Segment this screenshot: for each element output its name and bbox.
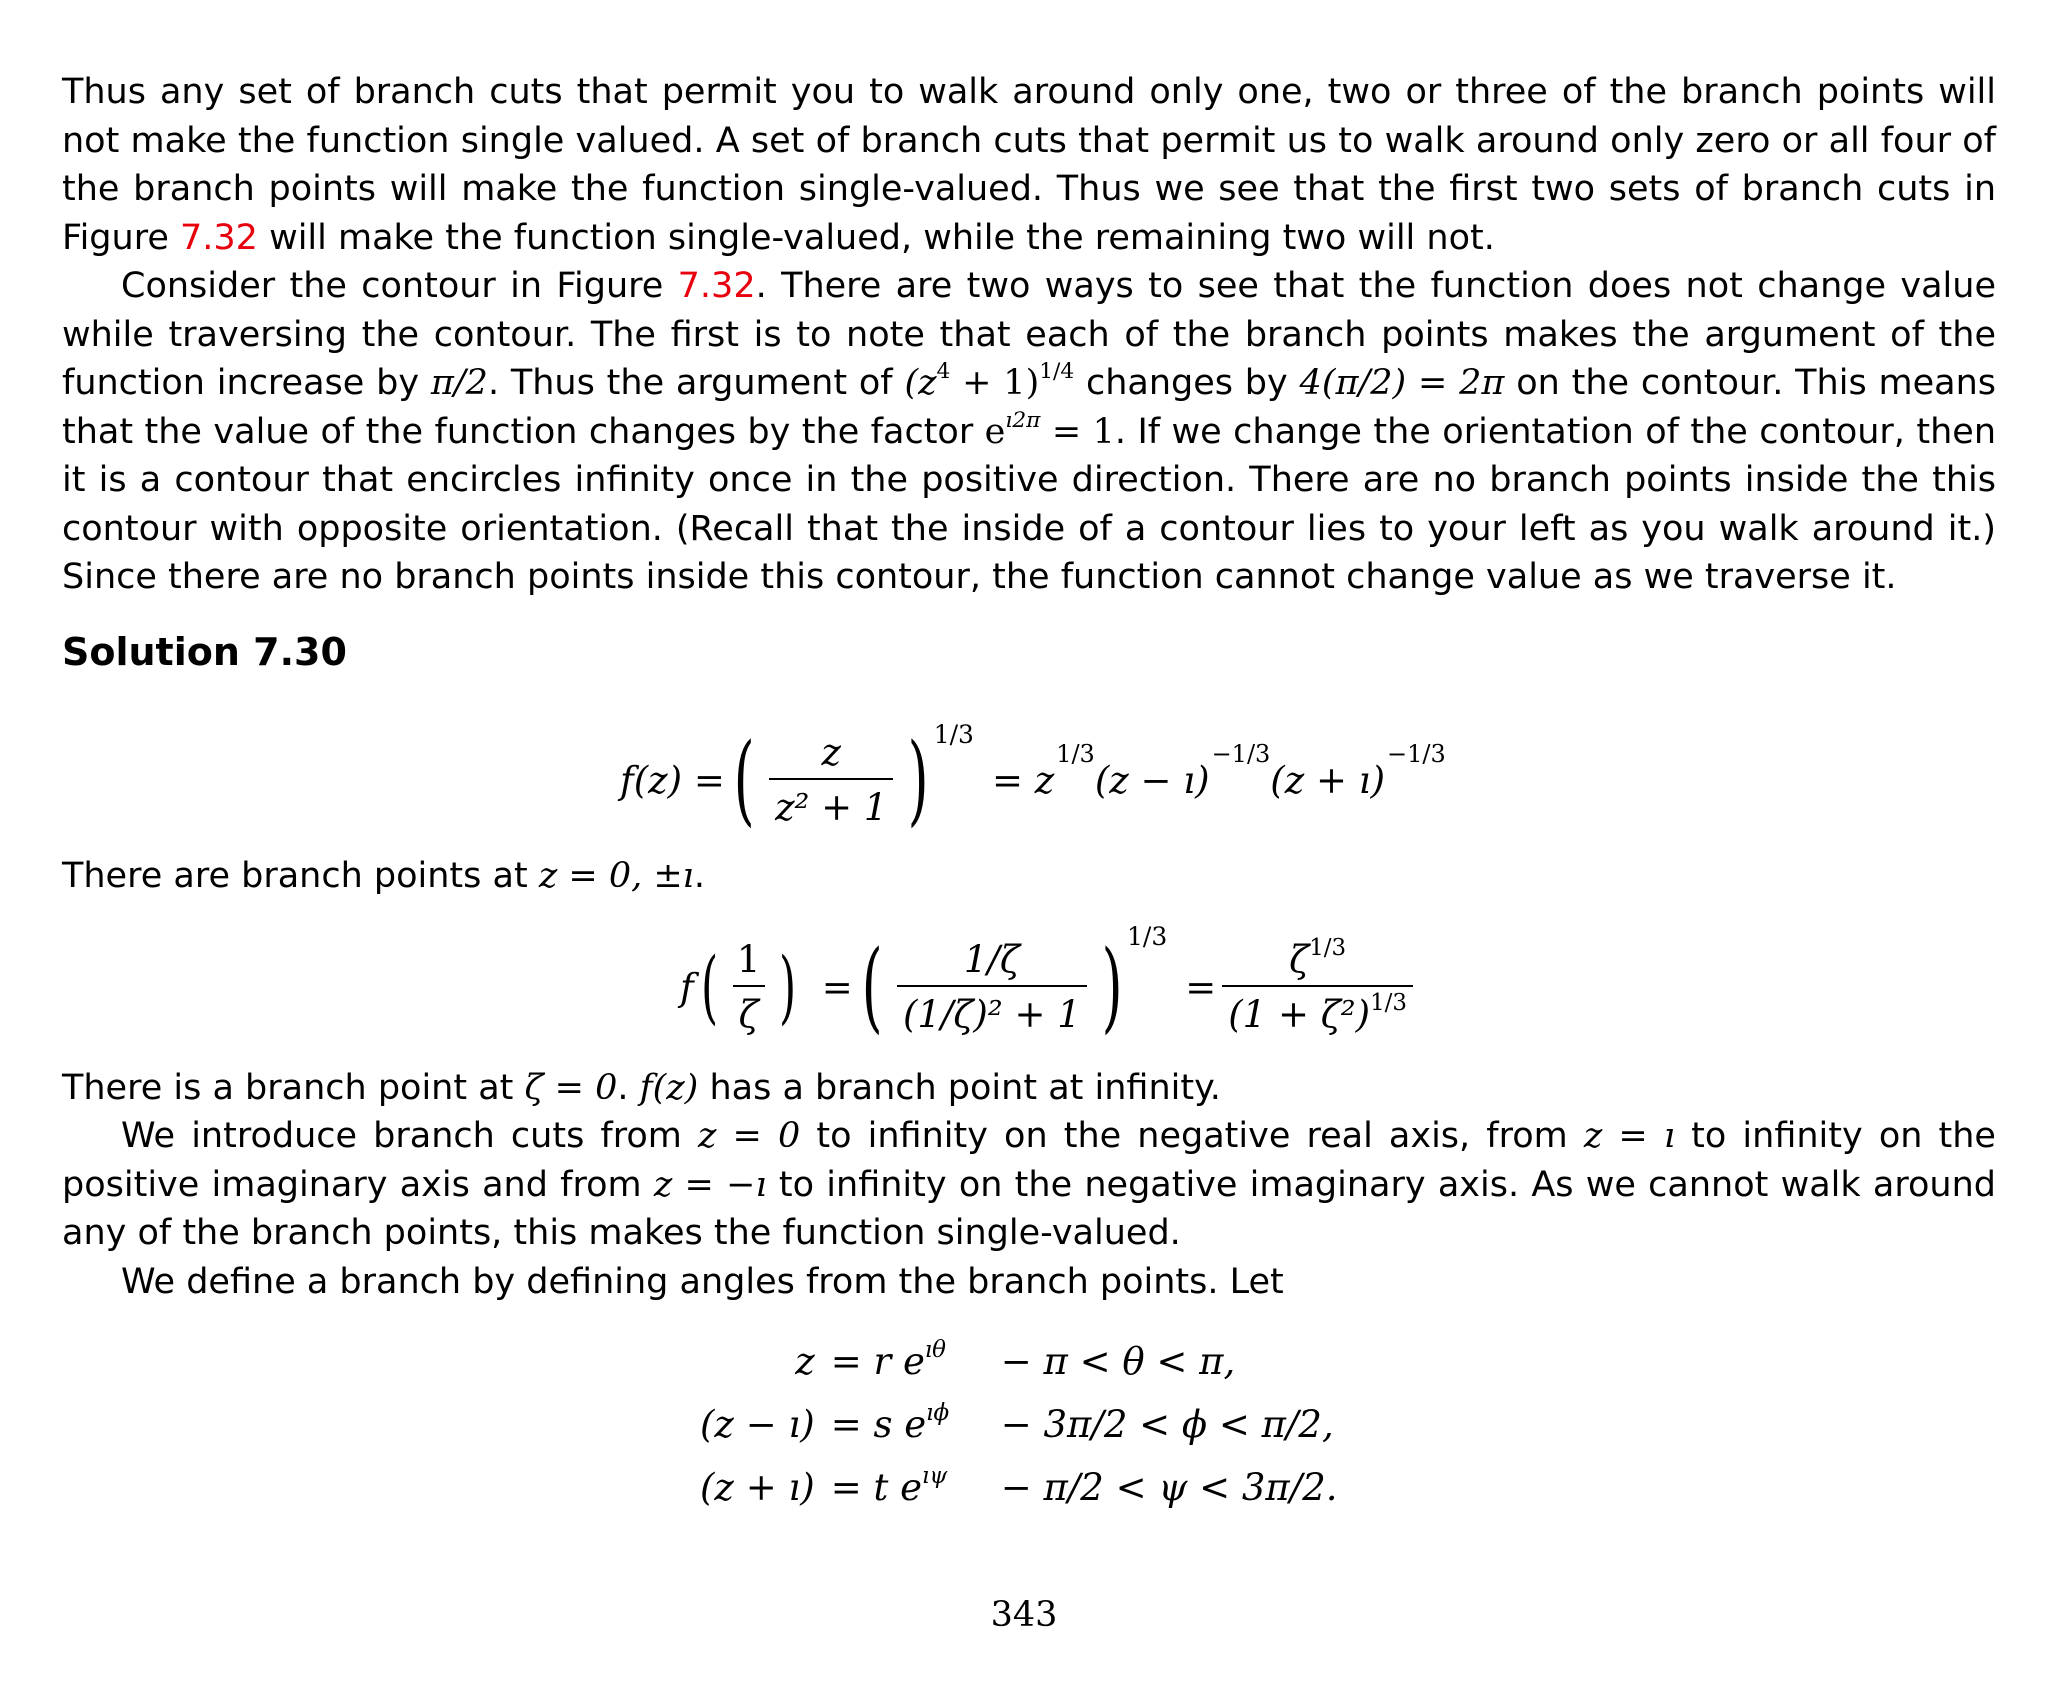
angle-row: [700, 1330, 1338, 1393]
numerator: 1/ζ: [963, 938, 1020, 981]
right-paren: ): [1101, 930, 1123, 1044]
text: We introduce branch cuts from: [121, 1116, 698, 1156]
text: changes by: [1074, 363, 1300, 403]
exponent: ıψ: [922, 1463, 948, 1490]
exponent: 1/3: [1127, 922, 1168, 951]
math-inline: ζ = 0: [524, 1068, 618, 1108]
text: . There are two ways to see that the function does not change value while traversing the contour. The first is to note that each of the branch points makes the argument of the function increase by: [62, 266, 1996, 403]
text: to infinity on the positive imaginary axis and from: [62, 1116, 1996, 1205]
math-inline: z = −ı: [653, 1164, 767, 1205]
text: . Thus the argument of: [487, 363, 905, 403]
paragraph-define-branch: [62, 1258, 1996, 1307]
angle-lhs: z: [795, 1340, 815, 1383]
math-inline: z = 0: [698, 1116, 801, 1156]
text: has a branch point at infinity.: [698, 1068, 1221, 1108]
angle-row: [700, 1456, 1338, 1519]
text: Thus any set of branch cuts that permit you to walk around only one, two or three of the branch points will not make the function single valued. A set of branch cuts that permit us to walk around only zero or all four of the branch points will make the function single-valued. Thus we see that the first two sets of branch cuts in Figure: [62, 72, 1996, 258]
angle-rhs: = t e: [830, 1466, 923, 1509]
paragraph-branch-cuts: [62, 1112, 1996, 1258]
function-symbol: f: [680, 965, 694, 1009]
right-paren: ): [908, 723, 930, 837]
exponent: 1/3: [933, 720, 974, 749]
exponent: 1/3: [1309, 935, 1347, 962]
math-inline: $e^{ı2\pi} = 1$: [984, 407, 1115, 452]
fraction: [731, 938, 767, 1036]
angle-condition: − π < θ < π,: [1000, 1340, 1236, 1383]
math-inline: z = 0, ±ı: [538, 856, 694, 896]
angle-rhs: = s e: [830, 1403, 927, 1446]
math-inline: f(z): [639, 1068, 699, 1108]
left-paren: (: [700, 940, 718, 1033]
equals-sign: =: [821, 965, 853, 1009]
paragraph-branch-point-infinity: [62, 1064, 1996, 1113]
text: .: [693, 856, 706, 896]
equals-sign: =: [1185, 965, 1217, 1009]
angle-definitions: [700, 1330, 1338, 1519]
denominator: (1 + ζ²): [1228, 993, 1371, 1036]
eq-rhs: = z: [991, 758, 1055, 802]
fraction: [897, 938, 1087, 1036]
angle-rhs: = r e: [830, 1340, 925, 1383]
denominator: (1/ζ)² + 1: [897, 985, 1087, 1036]
text: .: [617, 1068, 640, 1108]
section-heading: Solution 7.30: [62, 630, 347, 674]
equation-f-of-z: [620, 720, 1446, 840]
eq-lhs: f(z) =: [620, 758, 725, 802]
right-paren: ): [779, 940, 797, 1033]
fraction: [769, 731, 893, 829]
exponent: 1/3: [1370, 990, 1407, 1017]
left-paren: (: [861, 930, 883, 1044]
text: on the contour. This means that the value of the function changes by the factor: [62, 363, 1996, 452]
angle-condition: − 3π/2 < ϕ < π/2,: [1000, 1403, 1334, 1446]
exponent: −1/3: [1211, 740, 1271, 768]
math-inline: π/2: [430, 363, 488, 403]
numerator: 1: [736, 938, 761, 981]
figure-link[interactable]: 7.32: [180, 217, 258, 258]
equation-f-of-inverse-zeta: [680, 922, 1419, 1052]
angle-row: [700, 1393, 1338, 1456]
text: We define a branch by defining angles from the branch points. Let: [121, 1262, 1284, 1302]
angle-lhs: (z − ı): [700, 1403, 815, 1446]
paragraph-branch-cuts-intro: [62, 68, 1996, 262]
paragraph-branch-points: [62, 852, 1996, 901]
numerator: ζ: [1289, 938, 1310, 981]
exponent: −1/3: [1387, 740, 1446, 768]
figure-link[interactable]: 7.32: [677, 266, 756, 306]
left-paren: (: [733, 723, 755, 837]
paragraph-contour: [62, 262, 1996, 602]
math-inline: $(z^4 + 1)^{1/4}$: [904, 359, 1075, 403]
exponent: 1/3: [1056, 740, 1095, 768]
denominator: ζ: [733, 985, 765, 1036]
text: to infinity on the negative real axis, from: [800, 1116, 1584, 1156]
text: There are branch points at: [62, 856, 539, 896]
numerator: z: [821, 731, 842, 774]
exponent: ıθ: [924, 1337, 946, 1364]
text: There is a branch point at: [62, 1068, 525, 1108]
exponent: ıϕ: [926, 1400, 950, 1427]
factor: (z − ı): [1094, 758, 1210, 802]
angle-lhs: (z + ı): [700, 1466, 815, 1509]
text: will make the function single-valued, while the remaining two will not.: [257, 217, 1495, 258]
page-number: 343: [990, 1595, 1058, 1635]
math-inline: 4(π/2) = 2π: [1299, 363, 1505, 403]
text: to infinity on the negative imaginary axis. As we cannot walk around any of the branch points, this makes the function single-valued.: [62, 1164, 1996, 1253]
denominator: z² + 1: [769, 778, 893, 829]
text: Consider the contour in Figure: [121, 266, 678, 306]
factor: (z + ı): [1270, 758, 1386, 802]
angle-condition: − π/2 < ψ < 3π/2.: [1000, 1466, 1338, 1509]
text: . If we change the orientation of the contour, then it is a contour that encircles infinity once in the positive direction. There are no branch points inside the this contour with opposite orientation. (Recall that the inside of a contour lies to your left as you walk around it.) Since there are no branch points inside this contour, the function cannot change value as we traverse it.: [62, 411, 1997, 597]
fraction: [1222, 935, 1413, 1036]
math-inline: z = ı: [1583, 1116, 1676, 1156]
